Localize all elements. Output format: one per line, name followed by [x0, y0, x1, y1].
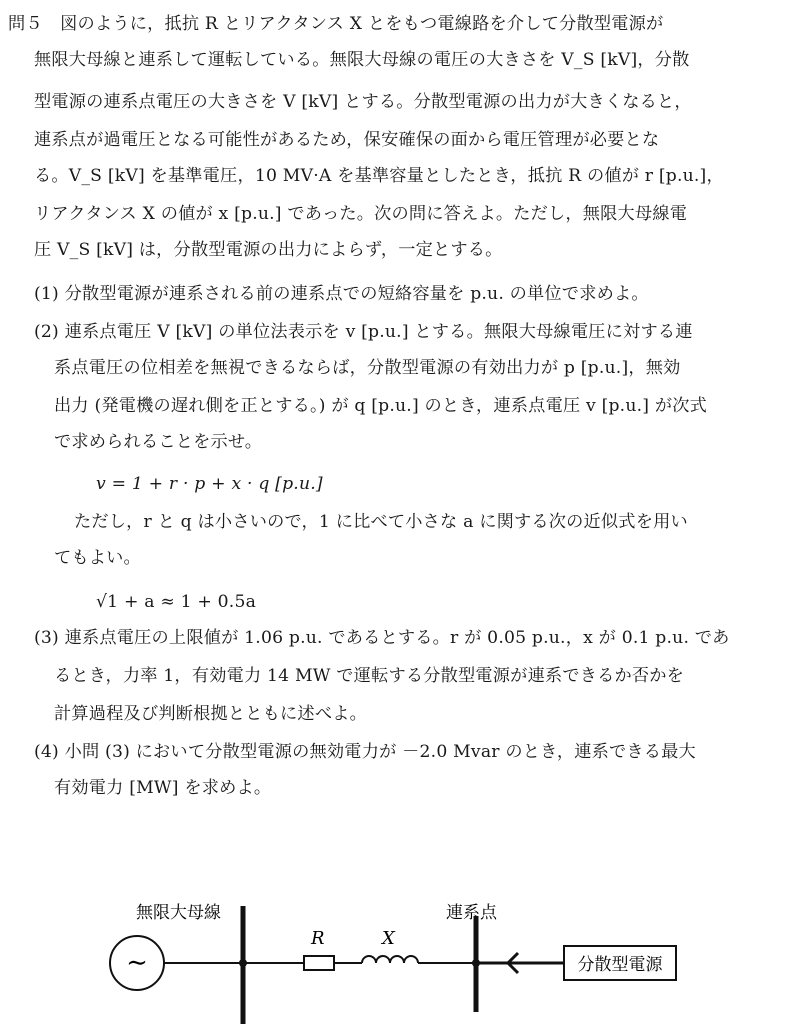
problem-line-7: 圧 V_S [kV] は，分散型電源の出力によらず，一定とする。	[34, 240, 503, 260]
connection-point-label: 連系点	[446, 903, 497, 923]
q2-approx-formula: √1 + a ≈ 1 + 0.5a	[96, 592, 257, 612]
infinite-bus-label: 無限大母線	[136, 903, 221, 923]
q3-line-1: (3) 連系点電圧の上限値が 1.06 p.u. であるとする。r が 0.05 p.u.，x が 0.1 p.u. であ	[34, 628, 730, 648]
q2-line-4: で求められることを示せ。	[54, 432, 263, 452]
circuit-diagram	[0, 890, 787, 1024]
inductor-icon	[362, 956, 418, 963]
q2-formula: v = 1 + r · p + x · q [p.u.]	[96, 474, 323, 494]
q4-line-2: 有効電力 [MW] を求めよ。	[54, 778, 272, 798]
q2-note-line-1: ただし，r と q は小さいので，1 に比べて小さな a に関する次の近似式を用い	[74, 512, 688, 532]
problem-line-2: 無限大母線と連系して運転している。無限大母線の電圧の大きさを V_S [kV]，分散	[34, 50, 690, 70]
q2-line-2: 系点電圧の位相差を無視できるならば，分散型電源の有効出力が p [p.u.]，無効	[54, 358, 681, 378]
q2-line-1: (2) 連系点電圧 V [kV] の単位法表示を v [p.u.] とする。無限大母線電圧に対する連	[34, 322, 693, 342]
reactance-label: X	[382, 928, 395, 949]
resistor-icon	[304, 956, 334, 970]
problem-line-6: リアクタンス X の値が x [p.u.] であった。次の問に答えよ。ただし，無限大母線電	[34, 204, 688, 224]
q2-line-3: 出力 (発電機の遅れ側を正とする。) が q [p.u.] のとき，連系点電圧 v [p.u.] が次式	[54, 396, 708, 416]
problem-line-4: 連系点が過電圧となる可能性があるため，保安確保の面から電圧管理が必要とな	[34, 130, 660, 150]
problem-line-5: る。V_S [kV] を基準電圧，10 MV·A を基準容量としたとき，抵抗 R の値が r [p.u.]，	[34, 166, 724, 186]
q3-line-3: 計算過程及び判断根拠とともに述べよ。	[54, 704, 367, 724]
q4-line-1: (4) 小問 (3) において分散型電源の無効電力が －2.0 Mvar のとき，連系できる最大	[34, 742, 696, 762]
q1-line-1: (1) 分散型電源が連系される前の連系点での短絡容量を p.u. の単位で求めよ。	[34, 284, 649, 304]
resistor-label: R	[311, 928, 325, 949]
problem-line-3: 型電源の連系点電圧の大きさを V [kV] とする。分散型電源の出力が大きくなると，	[34, 92, 692, 112]
problem-line-1: 問５ 図のように，抵抗 R とリアクタンス X とをもつ電線路を介して分散型電源が	[8, 14, 664, 34]
q3-line-2: るとき，力率 1，有効電力 14 MW で運転する分散型電源が連系できるか否かを	[54, 666, 685, 686]
bus-node	[239, 959, 247, 967]
distributed-source-label: 分散型電源	[577, 955, 663, 975]
sine-wave-icon: ∼	[126, 948, 148, 978]
q2-note-line-2: てもよい。	[54, 548, 141, 568]
